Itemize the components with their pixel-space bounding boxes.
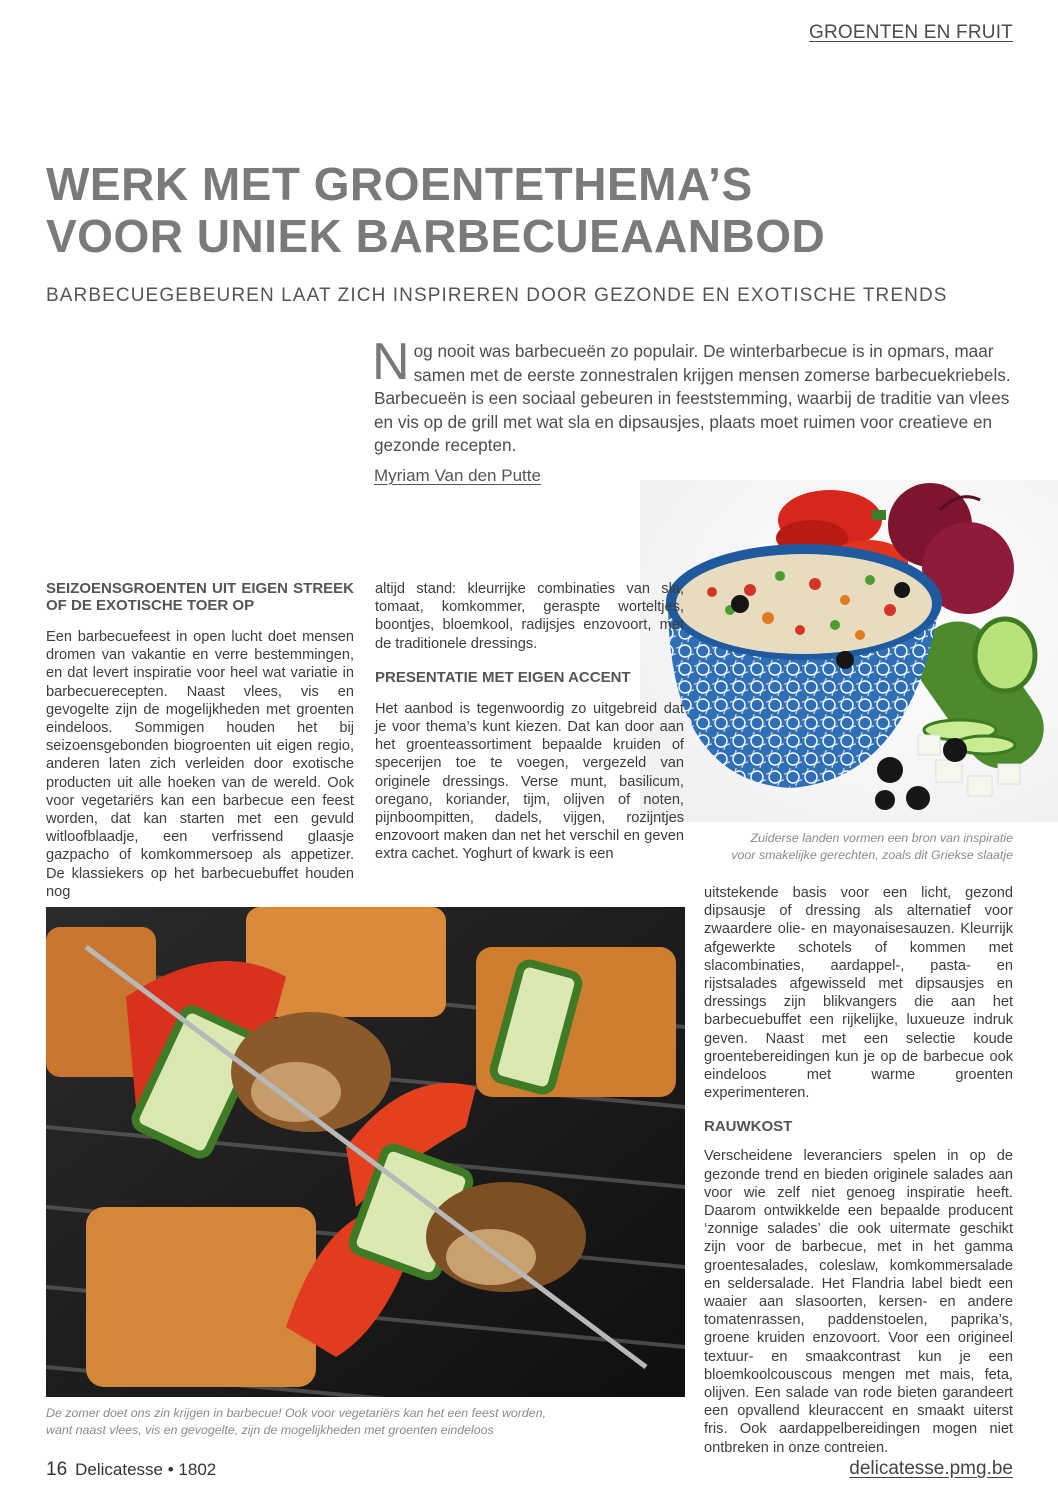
magazine-issue: Delicatesse • 1802 bbox=[75, 1460, 217, 1479]
title-line-2: VOOR UNIEK BARBECUEAANBOD bbox=[46, 210, 826, 262]
paragraph-col2-a: altijd stand: kleurrijke combinaties van sla, tomaat, komkommer, geraspte worteltjes, boontjes, bloemkool, radijsjes enzovoort, met de traditionele dressings. bbox=[375, 581, 684, 652]
salad-caption-line-1: Zuiderse landen vormen een bron van inspiratie bbox=[750, 831, 1013, 845]
footer-left bbox=[46, 1459, 216, 1481]
intro-text: og nooit was barbecueën zo populair. De winterbarbecue is in opmars, maar samen met de eerste zonnestralen krijgen mensen zomerse barbecuekriebels. Barbecueën is een sociaal gebeuren in feeststemming, waarbij de traditie van vlees en vis op de grill met wat sla en dipsausjes, plaats moet ruimen voor creatieve en gezonde recepten. bbox=[374, 341, 1011, 455]
salad-caption bbox=[683, 830, 1013, 864]
paragraph-col3-b: Verscheidene leveranciers spelen in op de gezonde trend en bieden originele salades aan voor wie zelf niet genoeg inspiratie heeft. Daarom ontwikkelde een bepaalde producent ‘zonnige salades’ die ook uitermate geschikt zijn voor de barbecue, met in het gamma groentesalades, coleslaw, komkommersalade en seldersalade. Het Flandria label biedt een waaier aan slasoorten, kersen- en andere tomatenrassen, paddenstoelen, paprika’s, groene kruiden enzovoort. Voor een origineel textuur- en smaakcontrast kun je een bloemkoolcouscous mengen met mais, feta, olijven. Een salade van rode bieten garandeert een opvallend kleuraccent en smaakt uiterst fris. Ook aardappelbereidingen mogen niet ontbreken in onze contreien. bbox=[704, 1148, 1013, 1456]
heading-presentatie: PRESENTATIE MET EIGEN ACCENT bbox=[375, 668, 631, 686]
bbq-caption-line-2: want naast vlees, vis en gevogelte, zijn de mogelijkheden met groenten eindeloos bbox=[46, 1423, 494, 1437]
article-title bbox=[46, 158, 1006, 262]
column-3 bbox=[704, 884, 1013, 1457]
column-2 bbox=[375, 580, 684, 864]
paragraph-col2-b: Het aanbod is tegenwoordig zo uitgebreid dat je voor thema’s kunt kiezen. Dat kan door aan het groenteassortiment bepaalde kruiden of specerijen toe te voegen, vergezeld van originele dressings. Verse munt, basilicum, oregano, koriander, tijm, olijven of noten, pijnboompitten, dadels, vijgen, rozijntjes enzovoort maken dan net het verschil en geven extra cachet. Yoghurt of kwark is een bbox=[375, 700, 684, 863]
title-line-1: WERK MET GROENTETHEMA’S bbox=[46, 158, 753, 210]
salad-photo bbox=[640, 480, 1058, 822]
section-label: GROENTEN EN FRUIT bbox=[809, 22, 1013, 43]
page-number: 16 bbox=[46, 1459, 68, 1480]
author-byline: Myriam Van den Putte bbox=[374, 466, 541, 485]
bbq-caption-line-1: De zomer doet ons zin krijgen in barbecue! Ook voor vegetariërs kan het een feest worden, bbox=[46, 1406, 547, 1420]
intro-paragraph bbox=[372, 333, 1014, 458]
article-subtitle: BARBECUEGEBEUREN LAAT ZICH INSPIREREN DOOR GEZONDE EN EXOTISCHE TRENDS bbox=[46, 285, 948, 306]
bbq-caption bbox=[46, 1405, 666, 1439]
website-link[interactable]: delicatesse.pmg.be bbox=[849, 1458, 1013, 1479]
bbq-skewer-photo bbox=[46, 907, 685, 1397]
salad-caption-line-2: voor smakelijke gerechten, zoals dit Griekse slaatje bbox=[731, 848, 1013, 862]
paragraph-col1: Een barbecuefeest in open lucht doet mensen dromen van vakantie en verre bestemmingen, en dat levert inspiratie voor heel wat variatie in barbecuerecepten. Naast vlees, vis en gevogelte zijn de mogelijkheden met groenten eindeloos. Sommigen houden het bij seizoensgebonden biogroenten uit eigen regio, anderen laten zich verleiden door exotische producten uit alle hoeken van de wereld. Ook voor vegetariërs kan een barbecue een feest worden, dat kan starten met een gevuld witloofblaadje, een verfrissend glaasje gazpacho of komkommersoep als appetizer. De klassiekers op het barbecuebuffet houden nog bbox=[46, 629, 354, 900]
paragraph-col3-a: uitstekende basis voor een licht, gezond dipsausje of dressing als alternatief voor zwaardere olie- en mayonaisesauzen. Kleurrijk afgewerkte schotels of kommen met slacombinaties, aardappel-, pasta- en rijstsalades afgewisseld met dipsausjes en dressings zijn blikvangers die aan het barbecuebuffet een rijkelijke, luxueuze indruk geven. Naast met een selectie koude groentebereidingen kun je op de barbecue ook eindeloos met warme groenten experimenteren. bbox=[704, 885, 1013, 1102]
heading-seizoensgroenten: SEIZOENSGROENTEN UIT EIGEN STREEK OF DE EXOTISCHE TOER OP bbox=[46, 580, 354, 614]
drop-cap: N bbox=[372, 333, 410, 391]
column-1 bbox=[46, 580, 354, 901]
heading-rauwkost: RAUWKOST bbox=[704, 1118, 793, 1136]
